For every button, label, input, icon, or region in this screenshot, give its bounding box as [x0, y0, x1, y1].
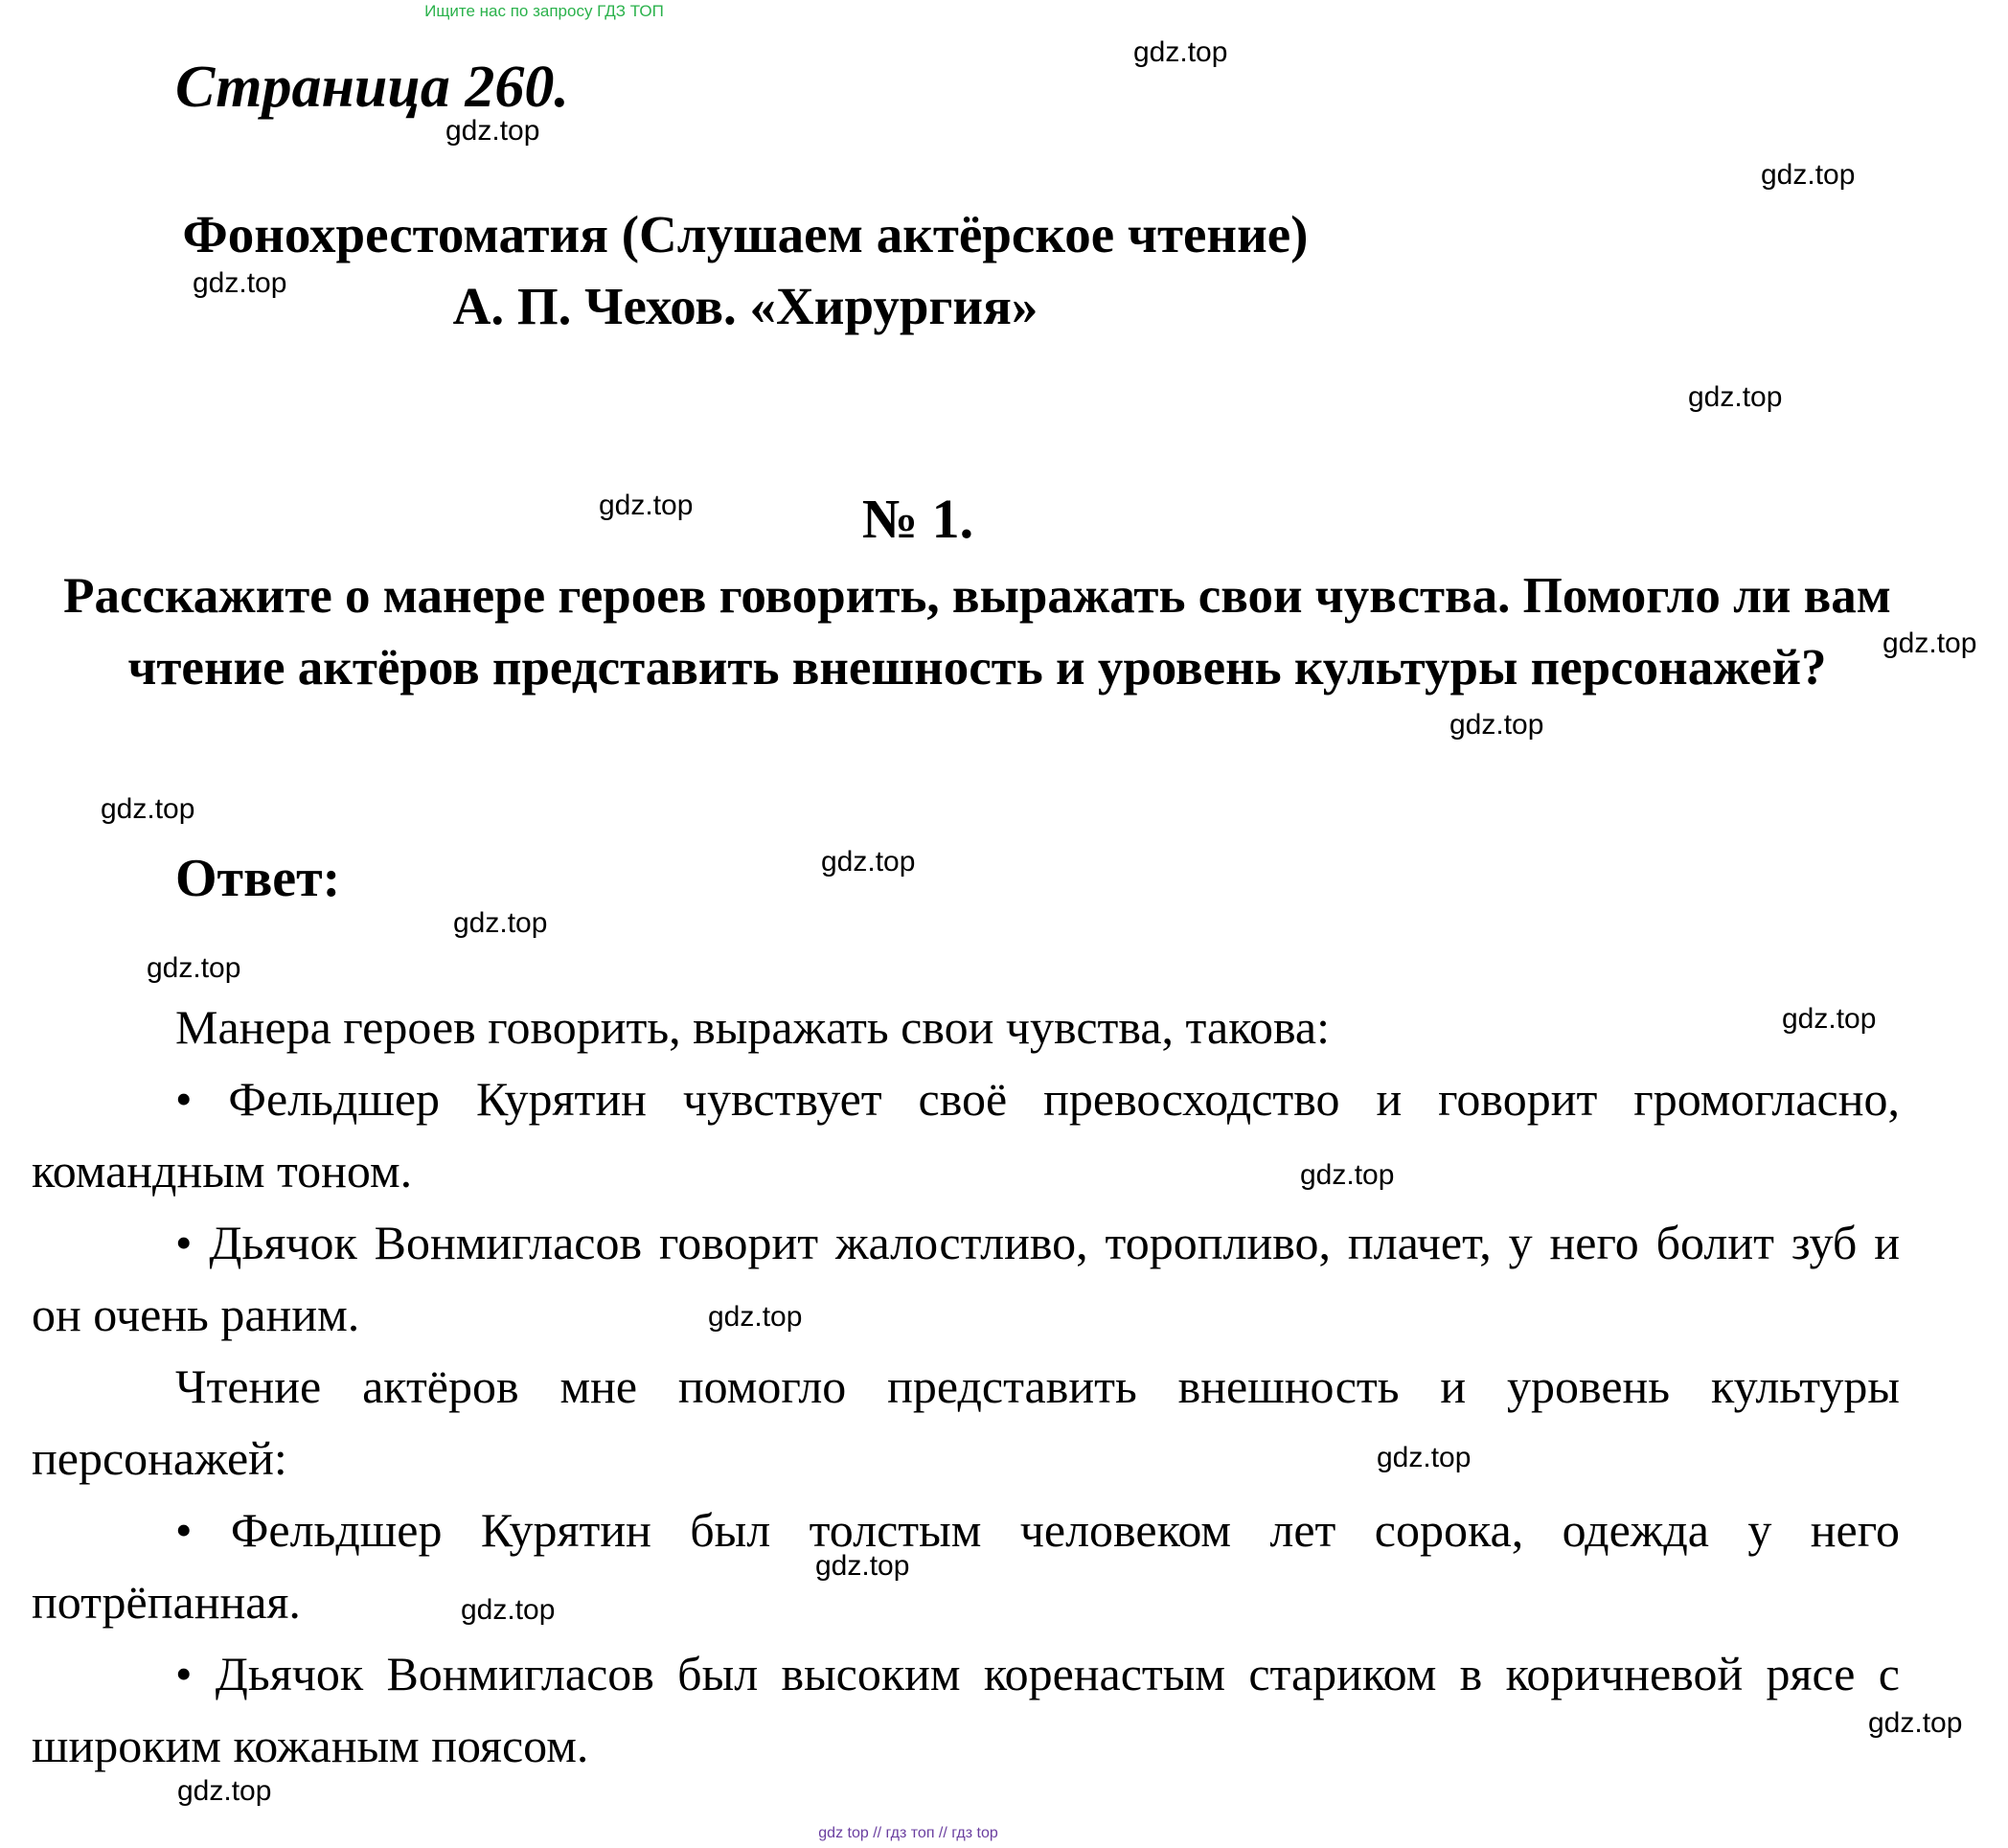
watermark: gdz.top	[1688, 381, 1783, 413]
watermark: gdz.top	[1882, 627, 1977, 659]
watermark: gdz.top	[1133, 36, 1228, 68]
work-title: А. П. Чехов. «Хирургия»	[452, 277, 1038, 335]
watermark: gdz.top	[461, 1594, 556, 1626]
watermark: gdz.top	[445, 115, 540, 147]
watermark: gdz.top	[1449, 709, 1544, 741]
watermark: gdz.top	[815, 1550, 910, 1582]
watermark: gdz.top	[193, 267, 287, 299]
watermark: gdz.top	[1300, 1159, 1395, 1191]
answer-paragraph: • Дьячок Вонмигласов говорит жалостливо, торопливо, плачет, у него болит зуб и он очень раним.	[32, 1216, 1900, 1341]
watermark: gdz.top	[1782, 1003, 1877, 1035]
top-banner-link[interactable]: Ищите нас по запросу ГДЗ ТОП	[424, 2, 664, 20]
watermark: gdz.top	[177, 1775, 272, 1807]
answer-label: Ответ:	[175, 849, 341, 908]
watermark: gdz.top	[821, 846, 916, 878]
footer-links[interactable]: gdz top // гдз топ // гдз top	[818, 1825, 998, 1841]
answer-paragraph: Чтение актёров мне помогло представить внешность и уровень культуры персонажей:	[32, 1359, 1900, 1485]
watermark: gdz.top	[708, 1301, 803, 1333]
watermark: gdz.top	[1377, 1442, 1472, 1473]
watermark: gdz.top	[599, 490, 694, 521]
watermark: gdz.top	[1868, 1707, 1963, 1739]
watermark: gdz.top	[147, 952, 241, 984]
watermark: gdz.top	[1761, 159, 1856, 191]
watermark: gdz.top	[453, 907, 548, 939]
task-number: № 1.	[861, 488, 974, 550]
task-question: Расскажите о манере героев говорить, выражать свои чувства. Помогло ли вам чтение актёров представить внешность и уровень культуры персонажей?	[63, 568, 1891, 696]
page-title: Страница 260.	[175, 55, 569, 120]
section-heading: Фонохрестоматия (Слушаем актёрское чтение)	[182, 205, 1309, 263]
answer-paragraph: • Фельдшер Курятин чувствует своё превосходство и говорит громогласно, командным тоном.	[32, 1072, 1900, 1198]
watermark: gdz.top	[101, 793, 195, 825]
answer-paragraph: Манера героев говорить, выражать свои чувства, такова:	[175, 1000, 1330, 1054]
answer-paragraph: • Фельдшер Курятин был толстым человеком лет сорока, одежда у него потрёпанная.	[32, 1503, 1900, 1629]
answer-paragraph: • Дьячок Вонмигласов был высоким коренастым стариком в коричневой рясе с широким кожаным поясом.	[32, 1647, 1900, 1772]
